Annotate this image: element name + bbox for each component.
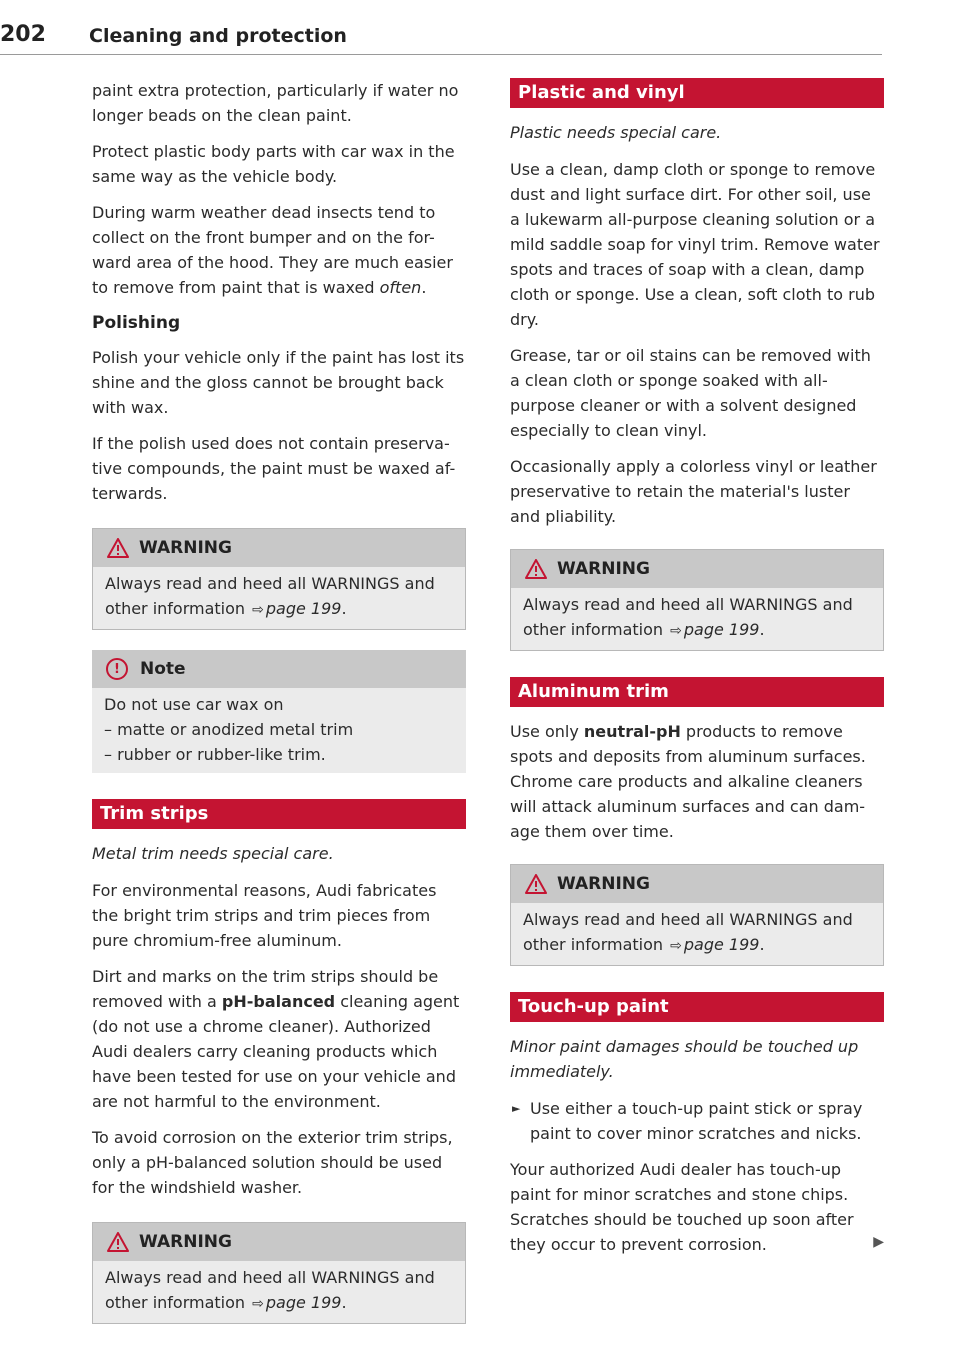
warning-title: WARNING <box>139 538 232 558</box>
paragraph: Use a clean, damp cloth or sponge to remove dust and light surface dirt. For other soil, use a lukewarm all-purpose cleaning solution or a mild saddle soap for vinyl trim. Remove water spots and traces of soap with a clean, damp cloth or sponge. Use a clean, soft cloth to rub dry. <box>510 160 880 329</box>
page-reference-link[interactable]: page 199 <box>683 620 760 639</box>
paragraph-text: products to remove spots and deposits from aluminum surfaces. Chrome care products and alkaline cleaners will attack aluminum surfaces and can dam-age them over time. <box>510 722 866 841</box>
note-title: Note <box>140 659 186 679</box>
warning-body <box>511 903 883 965</box>
paragraph-text: Dirt and marks on the trim strips should be removed with a <box>92 967 439 1011</box>
section-title: Cleaning and protection <box>89 25 347 47</box>
paragraph: If the polish used does not contain preserva-tive compounds, the paint must be waxed af-terwards. <box>92 434 456 503</box>
warning-text <box>523 907 871 959</box>
note-header <box>92 650 466 688</box>
paragraph: Grease, tar or oil stains can be removed with a clean cloth or sponge soaked with all-purpose cleaner or with a solvent designed especially to clean vinyl. <box>510 346 871 440</box>
warning-header <box>93 529 465 567</box>
step-text: Use either a touch-up paint stick or spray paint to cover minor scratches and nicks. <box>530 1099 863 1143</box>
emphasis: often <box>379 278 422 297</box>
left-column <box>92 78 466 1344</box>
continue-arrow-icon: ▶ <box>873 1234 884 1250</box>
warning-text <box>105 1265 453 1317</box>
page-ref-arrow-icon: ⇨ <box>670 623 682 639</box>
warning-triangle-icon <box>107 538 129 558</box>
trim-lead: Metal trim needs special care. <box>92 844 334 863</box>
note-line: Do not use car wax on <box>104 695 284 714</box>
punctuation: . <box>341 1293 347 1312</box>
paragraph: Occasionally apply a colorless vinyl or leather preservative to retain the material's luster and pliability. <box>510 457 877 526</box>
punctuation: . <box>759 620 765 639</box>
header-divider <box>0 54 882 55</box>
page-reference-link[interactable]: page 199 <box>265 1293 342 1312</box>
step-item <box>510 1096 884 1146</box>
note-line: – matte or anodized metal trim <box>104 720 354 739</box>
page-reference-link[interactable]: page 199 <box>683 935 760 954</box>
warning-box <box>510 864 884 966</box>
warning-header <box>93 1223 465 1261</box>
warning-body <box>93 1261 465 1323</box>
paragraph-text: cleaning agent (do not use a chrome cleaner). Authorized Audi dealers carry cleaning products which have been tested for use on your vehicle and are not harmful to the environment. <box>92 992 460 1111</box>
warning-text <box>523 592 871 644</box>
warning-body <box>93 567 465 629</box>
page-number: 202 <box>0 22 46 47</box>
paragraph: Protect plastic body parts with car wax in the same way as the vehicle body. <box>92 142 455 186</box>
warning-text-content: Always read and heed all WARNINGS and other information <box>105 574 435 618</box>
page-ref-arrow-icon: ⇨ <box>252 1296 264 1312</box>
warning-text-content: Always read and heed all WARNINGS and other information <box>523 595 853 639</box>
touch-up-paint-heading: Touch-up paint <box>510 992 884 1022</box>
warning-title: WARNING <box>557 874 650 894</box>
note-body <box>92 688 466 773</box>
warning-header <box>511 550 883 588</box>
note-circle-icon: ! <box>106 658 128 680</box>
punctuation: . <box>759 935 765 954</box>
paragraph: To avoid corrosion on the exterior trim strips, only a pH-balanced solution should be used for the windshield washer. <box>92 1128 453 1197</box>
warning-box <box>510 549 884 651</box>
page-ref-arrow-icon: ⇨ <box>252 602 264 618</box>
paragraph: For environmental reasons, Audi fabricates the bright trim strips and trim pieces from pure chromium-free aluminum. <box>92 881 437 950</box>
warning-body <box>511 588 883 650</box>
plastic-vinyl-heading: Plastic and vinyl <box>510 78 884 108</box>
warning-header <box>511 865 883 903</box>
page-ref-arrow-icon: ⇨ <box>670 938 682 954</box>
punctuation: . <box>341 599 347 618</box>
warning-title: WARNING <box>139 1232 232 1252</box>
trim-strips-heading: Trim strips <box>92 799 466 829</box>
warning-box <box>92 1222 466 1324</box>
paragraph: paint extra protection, particularly if water no longer beads on the clean paint. <box>92 81 459 125</box>
paragraph <box>510 1157 884 1257</box>
warning-title: WARNING <box>557 559 650 579</box>
plastic-lead: Plastic needs special care. <box>510 123 722 142</box>
warning-text-content: Always read and heed all WARNINGS and other information <box>523 910 853 954</box>
warning-triangle-icon <box>525 559 547 579</box>
warning-text-content: Always read and heed all WARNINGS and other information <box>105 1268 435 1312</box>
touchup-lead: Minor paint damages should be touched up immediately. <box>510 1037 859 1081</box>
triangle-right-icon: ► <box>512 1102 521 1115</box>
paragraph <box>92 964 466 1114</box>
warning-box <box>92 528 466 630</box>
polishing-heading: Polishing <box>92 313 181 333</box>
paragraph-text: Use only <box>510 722 584 741</box>
page-reference-link[interactable]: page 199 <box>265 599 342 618</box>
warning-text <box>105 571 453 623</box>
bold-term: pH-balanced <box>221 992 336 1011</box>
paragraph-text: Your authorized Audi dealer has touch-up paint for minor scratches and stone chips. Scratches should be touched up soon after they occur to prevent corrosion. <box>510 1160 854 1254</box>
warning-triangle-icon <box>107 1232 129 1252</box>
aluminum-trim-heading: Aluminum trim <box>510 677 884 707</box>
note-line: – rubber or rubber-like trim. <box>104 745 326 764</box>
paragraph-text: . <box>421 278 427 297</box>
warning-triangle-icon <box>525 874 547 894</box>
note-box <box>92 650 466 773</box>
paragraph <box>510 719 884 844</box>
bold-term: neutral-pH <box>583 722 681 741</box>
paragraph <box>92 200 466 300</box>
paragraph-text: During warm weather dead insects tend to collect on the front bumper and on the for-ward area of the hood. They are much easier to remove from paint that is waxed <box>92 203 453 297</box>
paragraph: Polish your vehicle only if the paint has lost its shine and the gloss cannot be brought back with wax. <box>92 348 465 417</box>
right-column <box>510 78 884 1268</box>
